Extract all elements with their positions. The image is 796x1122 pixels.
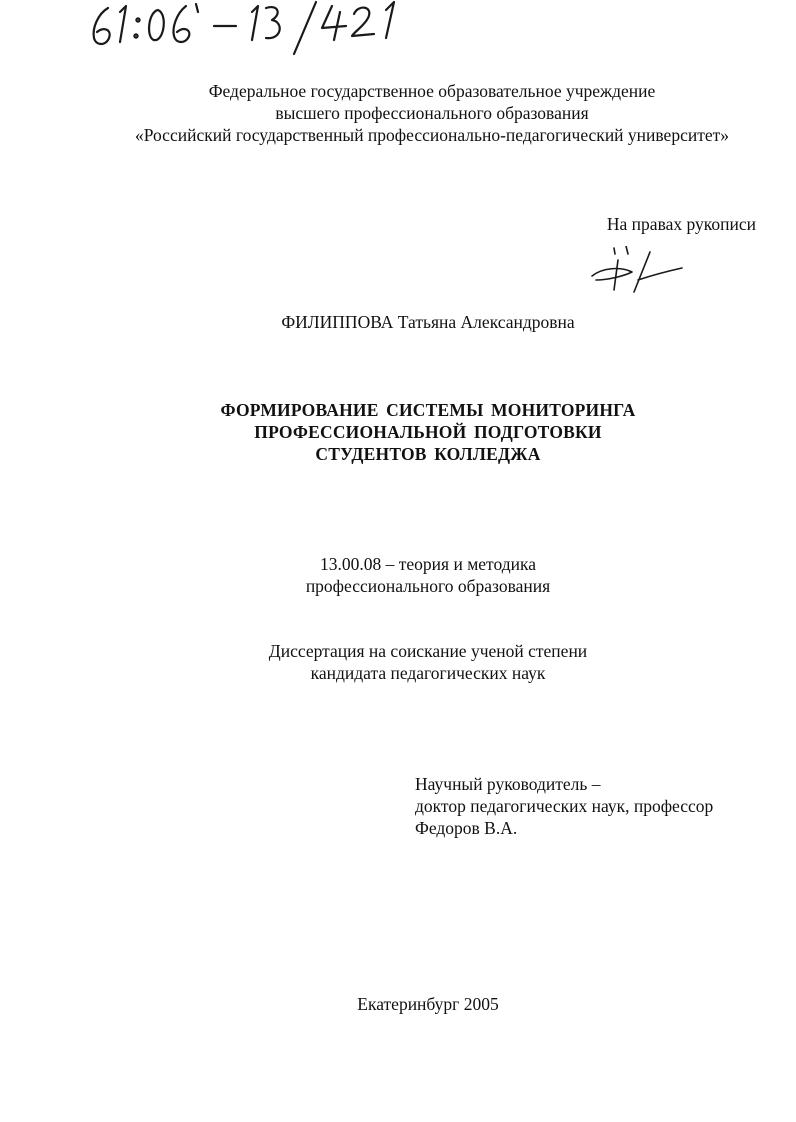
specialty-line-1: 13.00.08 – теория и методика	[320, 554, 536, 574]
title-line-1: ФОРМИРОВАНИЕ СИСТЕМЫ МОНИТОРИНГА	[220, 400, 636, 420]
city-year: Екатеринбург 2005	[357, 994, 499, 1014]
handwritten-archive-code	[86, 0, 446, 58]
degree-block	[0, 640, 796, 684]
degree-line-1: Диссертация на соискание ученой степени	[268, 641, 588, 661]
specialty-line-2: профессионального образования	[305, 576, 551, 596]
author-name: ФИЛИППОВА Татьяна Александровна	[281, 312, 575, 332]
institution-line-1: Федеральное государственное образовательное учреждение	[208, 81, 656, 101]
title-line-2: ПРОФЕССИОНАЛЬНОЙ ПОДГОТОВКИ	[254, 422, 602, 442]
supervisor-line-1: Научный руководитель –	[415, 774, 601, 794]
specialty-block	[0, 553, 796, 597]
institution-line-3: «Российский государственный профессионально-педагогический университет»	[134, 125, 730, 145]
title-line-3: СТУДЕНТОВ КОЛЛЕДЖА	[315, 444, 541, 464]
supervisor-line-3: Федоров В.А.	[415, 818, 518, 838]
supervisor-block	[415, 773, 713, 839]
signature-icon	[588, 246, 688, 298]
degree-line-2: кандидата педагогических наук	[310, 663, 546, 683]
institution-line-2: высшего профессионального образования	[275, 103, 589, 123]
supervisor-line-2: доктор педагогических наук, профессор	[415, 796, 714, 816]
institution-block	[34, 80, 796, 146]
dissertation-title	[0, 399, 796, 465]
manuscript-note: На правах рукописи	[606, 214, 756, 234]
